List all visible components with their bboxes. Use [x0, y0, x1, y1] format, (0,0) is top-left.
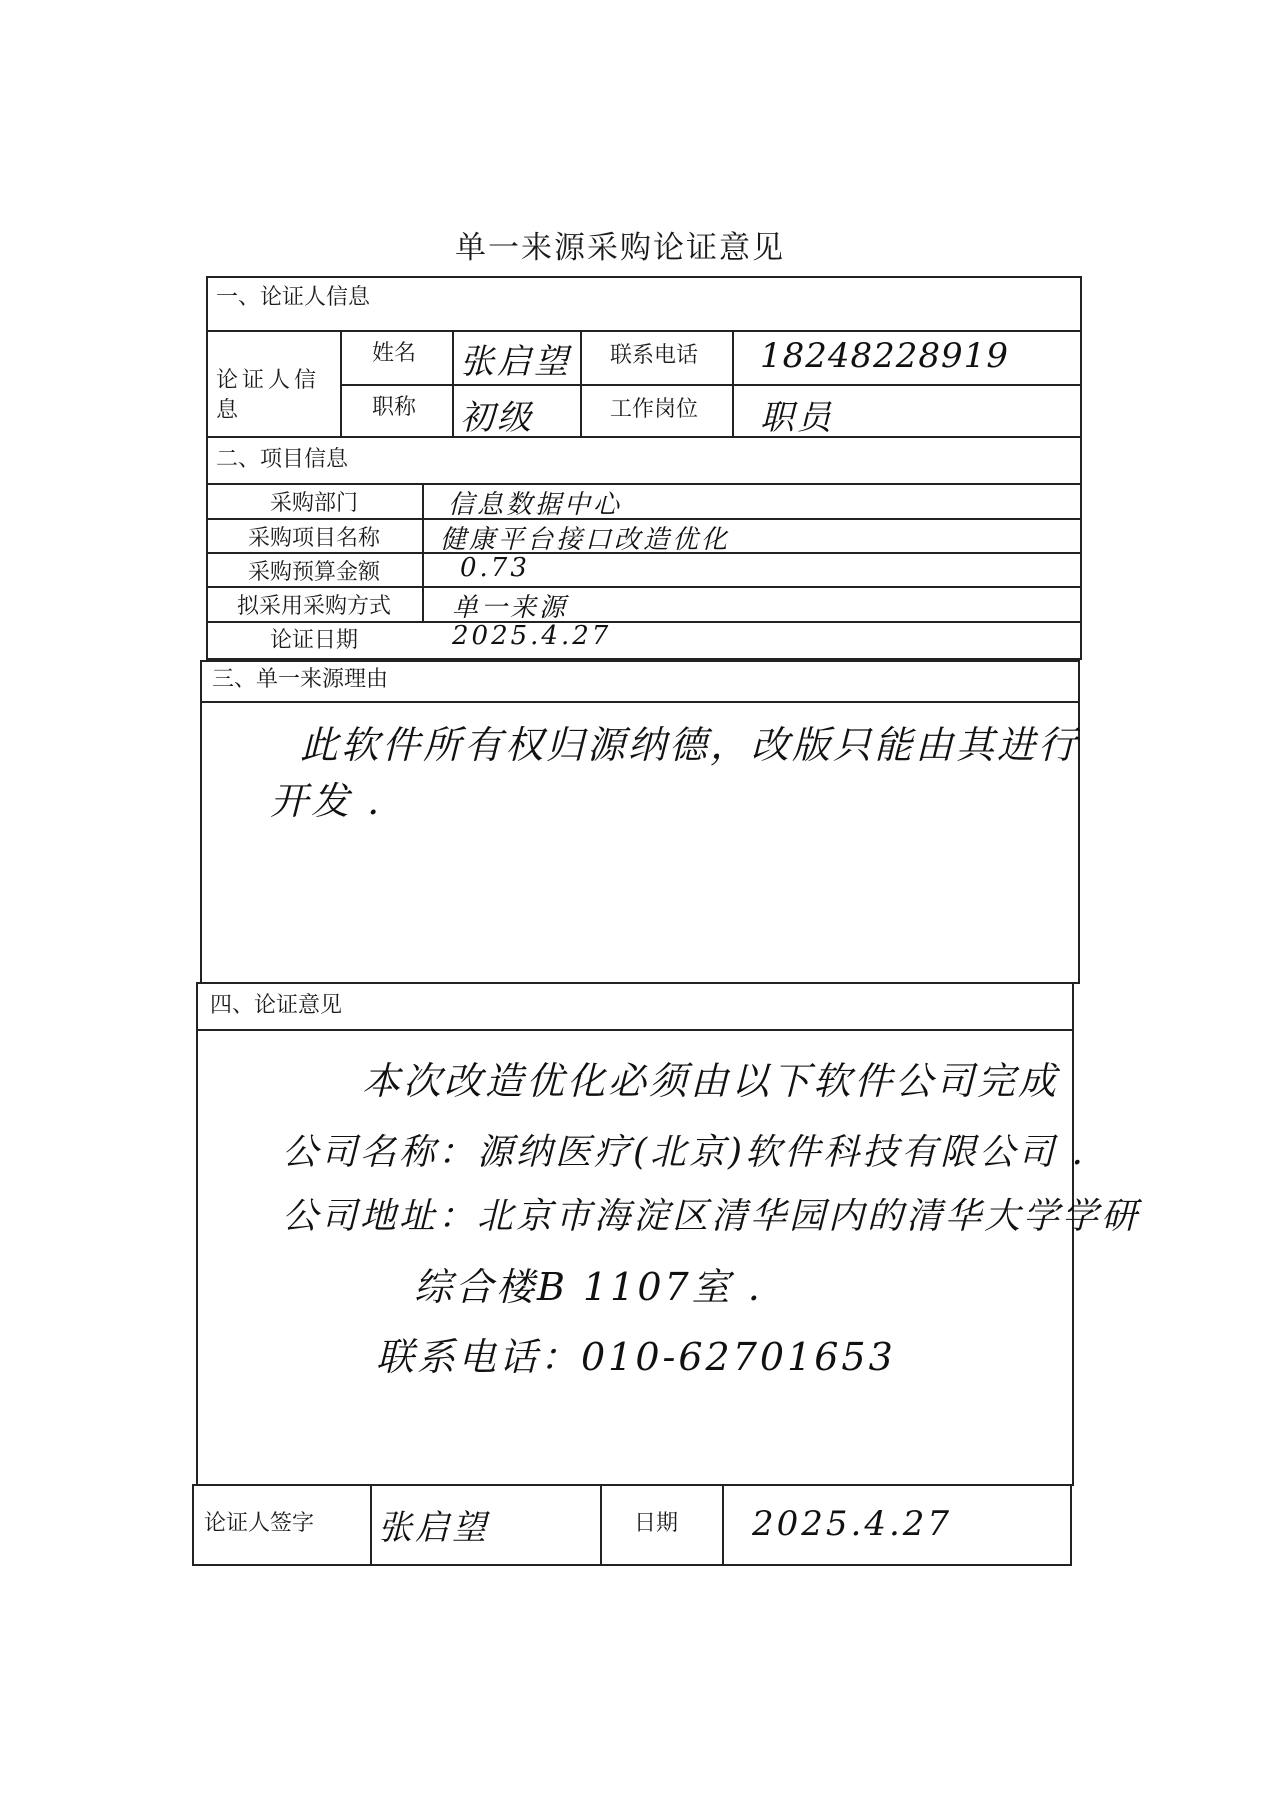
section2-header: 二、项目信息 [216, 447, 349, 472]
title-value: 初级 [460, 398, 534, 438]
opinion-line2: 公司名称：源纳医疗(北京)软件科技有限公司 . [282, 1132, 1086, 1173]
position-value: 职员 [760, 398, 834, 438]
dept-label: 采购部门 [269, 491, 358, 516]
divider [200, 701, 1080, 703]
name-label: 姓名 [372, 341, 417, 366]
reason-line2: 开发 . [270, 779, 383, 823]
signer-signature: 张启望 [378, 1508, 489, 1548]
date-label: 论证日期 [269, 628, 358, 653]
project-value: 健康平台接口改造优化 [440, 525, 731, 555]
divider [452, 330, 454, 436]
divider [732, 330, 734, 436]
opinion-line1: 本次改造优化必须由以下软件公司完成 [362, 1059, 1060, 1103]
method-label: 拟采用采购方式 [236, 594, 391, 619]
section4-header: 四、论证意见 [210, 993, 343, 1018]
sign-date-label: 日期 [634, 1511, 679, 1536]
budget-value: 0.73 [460, 553, 530, 583]
reason-line1: 此软件所有权归源纳德，改版只能由其进行 [300, 723, 1080, 767]
witness-info-label: 论证人信息 [216, 368, 321, 423]
divider [206, 330, 1082, 332]
date-value: 2025.4.27 [452, 621, 612, 651]
divider [206, 586, 1082, 588]
title-label: 职称 [372, 395, 417, 420]
divider [196, 1029, 1074, 1031]
divider [580, 330, 582, 436]
sign-date-value: 2025.4.27 [752, 1504, 953, 1544]
budget-label: 采购预算金额 [247, 560, 380, 585]
method-value: 单一来源 [452, 593, 569, 623]
divider [422, 483, 424, 621]
document-title: 单一来源采购论证意见 [455, 230, 785, 266]
signer-label: 论证人签字 [204, 1511, 315, 1536]
phone-value: 18248228919 [760, 336, 1009, 376]
position-label: 工作岗位 [610, 397, 699, 422]
divider [370, 1484, 372, 1566]
section1-header: 一、论证人信息 [216, 285, 371, 310]
divider [600, 1484, 602, 1566]
phone-label: 联系电话 [610, 343, 699, 368]
opinion-line3: 公司地址：北京市海淀区清华园内的清华大学学研 [282, 1196, 1141, 1237]
opinion-line4: 综合楼B 1107室 . [414, 1265, 763, 1309]
section3-header: 三、单一来源理由 [212, 667, 389, 692]
dept-value: 信息数据中心 [448, 490, 623, 520]
divider [722, 1484, 724, 1566]
opinion-line5: 联系电话：010-62701653 [376, 1335, 896, 1379]
project-label: 采购项目名称 [247, 526, 380, 551]
name-value: 张启望 [460, 342, 571, 382]
divider [340, 330, 342, 436]
divider [206, 483, 1082, 485]
divider [206, 436, 1082, 438]
